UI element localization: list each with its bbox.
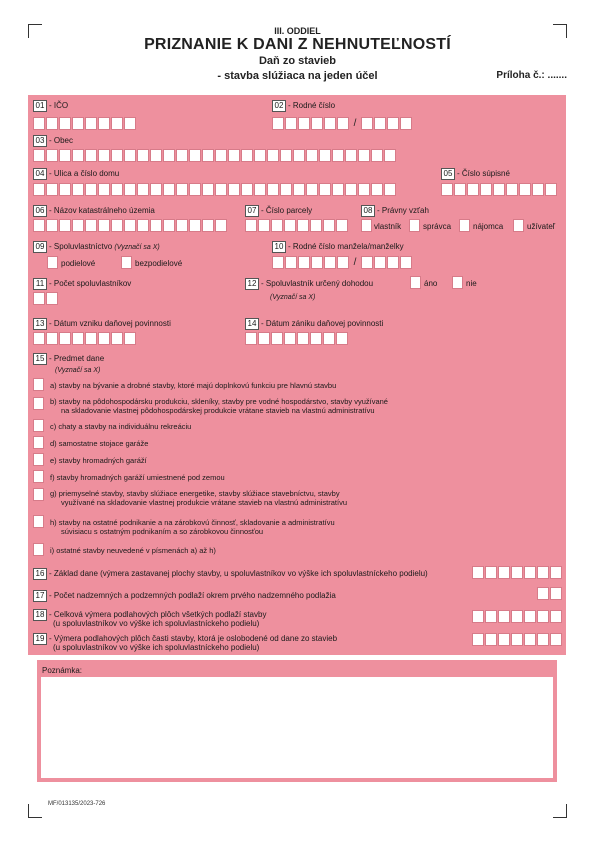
input-cell[interactable] xyxy=(163,183,175,196)
checkbox-agreed-no[interactable] xyxy=(452,276,463,289)
input-cell[interactable] xyxy=(215,183,227,196)
input-cell[interactable] xyxy=(480,183,492,196)
checkbox-agreed-no-label: nie xyxy=(466,279,477,288)
input-cell[interactable] xyxy=(59,149,71,162)
input-cell[interactable] xyxy=(285,256,297,269)
input-cell[interactable] xyxy=(59,332,71,345)
input-cell[interactable] xyxy=(137,149,149,162)
street-input[interactable] xyxy=(33,183,396,196)
note-label: Poznámka: xyxy=(42,666,83,675)
input-cell[interactable] xyxy=(111,332,123,345)
co-owners-count-input[interactable] xyxy=(33,292,58,305)
input-cell[interactable] xyxy=(98,332,110,345)
field-01-label: 01 - IČO xyxy=(33,100,68,112)
page-subtitle-2: - stavba slúžiaca na jeden účel xyxy=(217,70,378,82)
checkbox-item-i[interactable] xyxy=(33,543,44,556)
input-cell[interactable] xyxy=(311,117,323,130)
input-cell[interactable] xyxy=(215,149,227,162)
separator-slash: / xyxy=(353,118,357,129)
field-12-hint: (Vyznačí sa X) xyxy=(270,294,316,301)
input-cell[interactable] xyxy=(189,149,201,162)
input-cell[interactable] xyxy=(285,117,297,130)
spouse-birth-number-input[interactable] xyxy=(272,256,412,269)
item-h-text: h) stavby na ostatné podnikanie a na zárobkovú činnosť, skladovanie a administratívu súvisiacu s ostatným podnikaním a so zárobkovou činnosťou xyxy=(50,518,335,536)
field-19-label: 19 - Výmera podlahových plôch časti stavby, ktorá je oslobodené od dane zo stavieb xyxy=(33,633,337,645)
input-cell[interactable] xyxy=(361,256,373,269)
input-cell[interactable] xyxy=(284,332,296,345)
checkbox-item-h[interactable] xyxy=(33,515,44,528)
input-cell[interactable] xyxy=(297,219,309,232)
input-cell[interactable] xyxy=(337,256,349,269)
input-cell[interactable] xyxy=(98,183,110,196)
input-cell[interactable] xyxy=(336,219,348,232)
checkbox-shared-ownership-label: podielové xyxy=(61,259,96,268)
input-cell[interactable] xyxy=(33,117,45,130)
input-cell[interactable] xyxy=(400,117,412,130)
input-cell[interactable] xyxy=(267,149,279,162)
input-cell[interactable] xyxy=(387,256,399,269)
field-08-label: 08 - Právny vzťah xyxy=(361,205,429,217)
input-cell[interactable] xyxy=(98,117,110,130)
ico-input[interactable] xyxy=(33,117,136,130)
field-16-label: 16 - Základ dane (výmera zastavanej plochy stavby, u spoluvlastníkov vo výške ich spoluvlastníckeho podielu) xyxy=(33,568,428,580)
input-cell[interactable] xyxy=(345,183,357,196)
input-cell[interactable] xyxy=(345,149,357,162)
liability-start-date-input[interactable] xyxy=(33,332,136,345)
input-cell[interactable] xyxy=(454,183,466,196)
input-cell[interactable] xyxy=(163,219,175,232)
field-05-label: 05 - Číslo súpisné xyxy=(441,168,510,180)
input-cell[interactable] xyxy=(189,183,201,196)
input-cell[interactable] xyxy=(150,149,162,162)
note-textarea[interactable] xyxy=(41,677,553,778)
item-i-text: i) ostatné stavby neuvedené v písmenách a) až h) xyxy=(50,546,216,555)
checkbox-shared-ownership[interactable] xyxy=(47,256,58,269)
input-cell[interactable] xyxy=(33,292,45,305)
input-cell[interactable] xyxy=(72,219,84,232)
input-cell[interactable] xyxy=(124,219,136,232)
checkbox-item-e[interactable] xyxy=(33,453,44,466)
item-b-text: b) stavby na pôdohospodársku produkciu, skleníky, stavby pre vodné hospodárstvo, stavby využívané na skladovanie vlastnej pôdohospodárskej produkcie vrátane stavieb na vlastnú administratívu xyxy=(50,397,388,415)
input-cell[interactable] xyxy=(258,219,270,232)
input-cell[interactable] xyxy=(371,149,383,162)
input-cell[interactable] xyxy=(280,183,292,196)
input-cell[interactable] xyxy=(272,256,284,269)
input-cell[interactable] xyxy=(387,117,399,130)
input-cell[interactable] xyxy=(336,332,348,345)
input-cell[interactable] xyxy=(324,117,336,130)
page-subtitle: Daň zo stavieb xyxy=(258,55,337,67)
input-cell[interactable] xyxy=(271,332,283,345)
input-cell[interactable] xyxy=(537,587,549,600)
attachment-number: Príloha č.: ....... xyxy=(496,70,567,81)
input-cell[interactable] xyxy=(332,149,344,162)
liability-end-date-input[interactable] xyxy=(245,332,348,345)
input-cell[interactable] xyxy=(59,219,71,232)
input-cell[interactable] xyxy=(254,183,266,196)
field-04-label: 04 - Ulica a číslo domu xyxy=(33,168,119,180)
field-03-label: 03 - Obec xyxy=(33,135,73,147)
input-cell[interactable] xyxy=(545,183,557,196)
input-cell[interactable] xyxy=(111,117,123,130)
input-cell[interactable] xyxy=(511,566,523,579)
input-cell[interactable] xyxy=(485,633,497,646)
parcel-number-input[interactable] xyxy=(245,219,348,232)
input-cell[interactable] xyxy=(124,183,136,196)
input-cell[interactable] xyxy=(33,332,45,345)
checkbox-item-g[interactable] xyxy=(33,488,44,501)
corner-mark-bottom-left xyxy=(28,804,42,818)
checkbox-item-c[interactable] xyxy=(33,419,44,432)
input-cell[interactable] xyxy=(33,183,45,196)
input-cell[interactable] xyxy=(46,117,58,130)
checkbox-owner[interactable] xyxy=(361,219,372,232)
input-cell[interactable] xyxy=(319,183,331,196)
input-cell[interactable] xyxy=(189,219,201,232)
input-cell[interactable] xyxy=(550,587,562,600)
item-g-text: g) priemyselné stavby, stavby slúžiace energetike, stavby slúžiace stavebníctvu, stavby využívané na skladovanie vlastnej produkcie vrátane stavieb na vlastnú administratívu xyxy=(50,489,347,507)
input-cell[interactable] xyxy=(72,117,84,130)
input-cell[interactable] xyxy=(137,219,149,232)
input-cell[interactable] xyxy=(267,183,279,196)
input-cell[interactable] xyxy=(550,566,562,579)
floor-count-input[interactable] xyxy=(537,587,562,600)
input-cell[interactable] xyxy=(323,219,335,232)
field-02-label: 02 - Rodné číslo xyxy=(272,100,335,112)
checkbox-tenant-label: nájomca xyxy=(473,222,504,231)
input-cell[interactable] xyxy=(46,219,58,232)
separator-slash: / xyxy=(353,257,357,268)
input-cell[interactable] xyxy=(441,183,453,196)
checkbox-joint-ownership-label: bezpodielové xyxy=(135,259,183,268)
input-cell[interactable] xyxy=(176,219,188,232)
input-cell[interactable] xyxy=(298,117,310,130)
input-cell[interactable] xyxy=(361,117,373,130)
input-cell[interactable] xyxy=(111,149,123,162)
input-cell[interactable] xyxy=(72,183,84,196)
checkbox-user[interactable] xyxy=(513,219,524,232)
input-cell[interactable] xyxy=(272,117,284,130)
input-cell[interactable] xyxy=(310,332,322,345)
item-f-text: f) stavby hromadných garáží umiestnené pod zemou xyxy=(50,473,225,482)
input-cell[interactable] xyxy=(511,610,523,623)
field-12-label: 12 - Spoluvlastník určený dohodou xyxy=(245,278,373,290)
input-cell[interactable] xyxy=(319,149,331,162)
checkbox-item-d[interactable] xyxy=(33,436,44,449)
input-cell[interactable] xyxy=(498,566,510,579)
checkbox-item-b[interactable] xyxy=(33,397,44,410)
checkbox-user-label: užívateľ xyxy=(527,222,556,231)
input-cell[interactable] xyxy=(532,183,544,196)
input-cell[interactable] xyxy=(498,610,510,623)
input-cell[interactable] xyxy=(59,183,71,196)
input-cell[interactable] xyxy=(111,183,123,196)
input-cell[interactable] xyxy=(72,149,84,162)
input-cell[interactable] xyxy=(33,219,45,232)
input-cell[interactable] xyxy=(337,117,349,130)
input-cell[interactable] xyxy=(550,610,562,623)
input-cell[interactable] xyxy=(98,219,110,232)
input-cell[interactable] xyxy=(511,633,523,646)
checkbox-administrator[interactable] xyxy=(409,219,420,232)
input-cell[interactable] xyxy=(258,332,270,345)
input-cell[interactable] xyxy=(46,183,58,196)
item-a-text: a) stavby na bývanie a drobné stavby, ktoré majú doplnkovú funkciu pre hlavnú stavbu xyxy=(50,381,337,390)
input-cell[interactable] xyxy=(374,117,386,130)
total-floor-area-input[interactable] xyxy=(472,610,562,623)
input-cell[interactable] xyxy=(293,149,305,162)
input-cell[interactable] xyxy=(550,633,562,646)
input-cell[interactable] xyxy=(241,183,253,196)
input-cell[interactable] xyxy=(124,149,136,162)
checkbox-agreed-yes[interactable] xyxy=(410,276,421,289)
page-title: PRIZNANIE K DANI Z NEHNUTEĽNOSTÍ xyxy=(144,36,451,53)
field-11-label: 11 - Počet spoluvlastníkov xyxy=(33,278,131,290)
input-cell[interactable] xyxy=(537,633,549,646)
input-cell[interactable] xyxy=(46,332,58,345)
input-cell[interactable] xyxy=(33,149,45,162)
input-cell[interactable] xyxy=(111,219,123,232)
input-cell[interactable] xyxy=(124,332,136,345)
input-cell[interactable] xyxy=(332,183,344,196)
input-cell[interactable] xyxy=(524,633,536,646)
input-cell[interactable] xyxy=(324,256,336,269)
input-cell[interactable] xyxy=(46,292,58,305)
input-cell[interactable] xyxy=(228,149,240,162)
input-cell[interactable] xyxy=(150,183,162,196)
input-cell[interactable] xyxy=(98,149,110,162)
input-cell[interactable] xyxy=(485,566,497,579)
input-cell[interactable] xyxy=(59,117,71,130)
field-15-label: 15 - Predmet dane xyxy=(33,353,104,365)
input-cell[interactable] xyxy=(374,256,386,269)
checkbox-item-f[interactable] xyxy=(33,470,44,483)
field-18-sublabel: (u spoluvlastníkov vo výške ich spoluvlastníckeho podielu) xyxy=(53,619,260,628)
input-cell[interactable] xyxy=(524,610,536,623)
field-18-label: 18 - Celková výmera podlahových plôch všetkých podlaží stavby xyxy=(33,609,266,621)
input-cell[interactable] xyxy=(358,183,370,196)
input-cell[interactable] xyxy=(384,183,396,196)
item-e-text: e) stavby hromadných garáží xyxy=(50,456,147,465)
form-code: MF/013135/2023-726 xyxy=(48,801,106,807)
input-cell[interactable] xyxy=(163,149,175,162)
checkbox-tenant[interactable] xyxy=(459,219,470,232)
input-cell[interactable] xyxy=(46,149,58,162)
field-19-sublabel: (u spoluvlastníkov vo výške ich spoluvlastníckeho podielu) xyxy=(53,643,260,652)
checkbox-administrator-label: správca xyxy=(423,222,452,231)
input-cell[interactable] xyxy=(245,219,257,232)
input-cell[interactable] xyxy=(85,117,97,130)
input-cell[interactable] xyxy=(358,149,370,162)
input-cell[interactable] xyxy=(472,633,484,646)
input-cell[interactable] xyxy=(371,183,383,196)
input-cell[interactable] xyxy=(524,566,536,579)
input-cell[interactable] xyxy=(472,566,484,579)
input-cell[interactable] xyxy=(493,183,505,196)
field-14-label: 14 - Dátum zániku daňovej povinnosti xyxy=(245,318,383,330)
input-cell[interactable] xyxy=(241,149,253,162)
input-cell[interactable] xyxy=(202,219,214,232)
input-cell[interactable] xyxy=(202,183,214,196)
item-d-text: d) samostatne stojace garáže xyxy=(50,439,149,448)
field-17-label: 17 - Počet nadzemných a podzemných podlaží okrem prvého nadzemného podlažia xyxy=(33,590,336,602)
field-13-label: 13 - Dátum vzniku daňovej povinnosti xyxy=(33,318,171,330)
tax-base-input[interactable] xyxy=(472,566,562,579)
input-cell[interactable] xyxy=(202,149,214,162)
input-cell[interactable] xyxy=(245,332,257,345)
input-cell[interactable] xyxy=(150,219,162,232)
input-cell[interactable] xyxy=(176,183,188,196)
checkbox-joint-ownership[interactable] xyxy=(121,256,132,269)
input-cell[interactable] xyxy=(311,256,323,269)
input-cell[interactable] xyxy=(254,149,266,162)
field-06-label: 06 - Názov katastrálneho územia xyxy=(33,205,155,217)
corner-mark-bottom-right xyxy=(553,804,567,818)
input-cell[interactable] xyxy=(176,149,188,162)
input-cell[interactable] xyxy=(498,633,510,646)
input-cell[interactable] xyxy=(400,256,412,269)
input-cell[interactable] xyxy=(384,149,396,162)
input-cell[interactable] xyxy=(284,219,296,232)
input-cell[interactable] xyxy=(485,610,497,623)
exempt-floor-area-input[interactable] xyxy=(472,633,562,646)
input-cell[interactable] xyxy=(310,219,322,232)
input-cell[interactable] xyxy=(215,219,227,232)
input-cell[interactable] xyxy=(298,256,310,269)
section-title: III. ODDIEL xyxy=(274,26,321,36)
checkbox-item-a[interactable] xyxy=(33,378,44,391)
input-cell[interactable] xyxy=(472,610,484,623)
input-cell[interactable] xyxy=(85,219,97,232)
municipality-input[interactable] xyxy=(33,149,396,162)
field-07-label: 07 - Číslo parcely xyxy=(245,205,312,217)
input-cell[interactable] xyxy=(228,183,240,196)
note-panel xyxy=(37,660,557,782)
field-09-label: 09 - Spoluvlastníctvo (Vyznačí sa X) xyxy=(33,241,160,253)
input-cell[interactable] xyxy=(85,183,97,196)
input-cell[interactable] xyxy=(297,332,309,345)
input-cell[interactable] xyxy=(323,332,335,345)
input-cell[interactable] xyxy=(519,183,531,196)
cadastral-area-input[interactable] xyxy=(33,219,227,232)
input-cell[interactable] xyxy=(306,183,318,196)
input-cell[interactable] xyxy=(537,566,549,579)
input-cell[interactable] xyxy=(137,183,149,196)
input-cell[interactable] xyxy=(72,332,84,345)
input-cell[interactable] xyxy=(271,219,283,232)
input-cell[interactable] xyxy=(467,183,479,196)
input-cell[interactable] xyxy=(293,183,305,196)
birth-number-input[interactable] xyxy=(272,117,412,130)
input-cell[interactable] xyxy=(85,332,97,345)
registry-number-input[interactable] xyxy=(441,183,557,196)
field-15-hint: (Vyznačí sa X) xyxy=(55,367,101,374)
item-c-text: c) chaty a stavby na individuálnu rekreáciu xyxy=(50,422,192,431)
field-10-label: 10 - Rodné číslo manžela/manželky xyxy=(272,241,404,253)
checkbox-owner-label: vlastník xyxy=(374,222,402,231)
input-cell[interactable] xyxy=(537,610,549,623)
input-cell[interactable] xyxy=(506,183,518,196)
input-cell[interactable] xyxy=(280,149,292,162)
input-cell[interactable] xyxy=(85,149,97,162)
input-cell[interactable] xyxy=(124,117,136,130)
input-cell[interactable] xyxy=(306,149,318,162)
checkbox-agreed-yes-label: áno xyxy=(424,279,438,288)
